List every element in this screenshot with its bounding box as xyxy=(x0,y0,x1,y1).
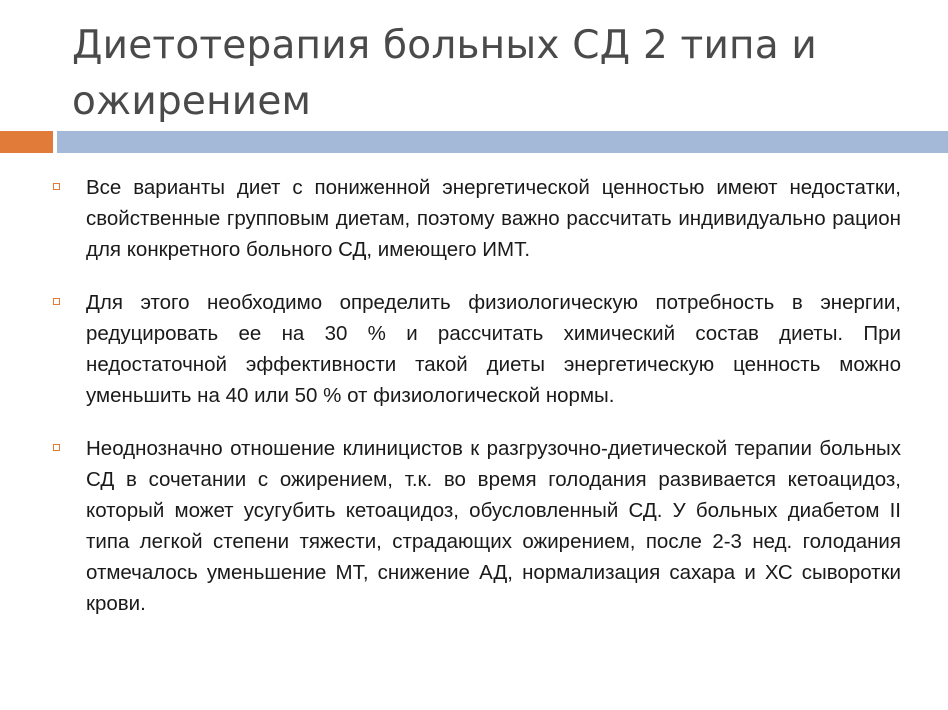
bullet-list xyxy=(0,172,948,641)
title-divider-bar xyxy=(57,131,948,153)
bullet-text: Все варианты диет с пониженной энергетической ценностью имеют недостатки, свойственные групповым диетам, поэтому важно рассчитать индивидуально рацион для конкретного больного СД, имеющего ИМТ. xyxy=(86,176,901,261)
bullet-item xyxy=(0,172,948,265)
bullet-item xyxy=(0,287,948,411)
square-outline-icon xyxy=(53,298,60,305)
square-outline-icon xyxy=(53,444,60,451)
slide-title: Диетотерапия больных СД 2 типа и ожирением xyxy=(72,23,817,124)
bullet-text: Для этого необходимо определить физиологическую потребность в энергии, редуцировать ее на 30 % и рассчитать химический состав диеты. При недостаточной эффективности такой диеты энергетическую ценность можно уменьшить на 40 или 50 % от физиологической нормы. xyxy=(86,291,901,407)
bullet-text: Неоднозначно отношение клиницистов к разгрузочно-диетической терапии больных СД в сочетании с ожирением, т.к. во время голодания развивается кетоацидоз, который может усугубить кетоацидоз, обусловленный СД. У больных диабетом II типа легкой степени тяжести, страдающих ожирением, после 2-3 нед. голодания отмечалось уменьшение МТ, снижение АД, нормализация сахара и ХС сыворотки крови. xyxy=(86,437,901,615)
bullet-item xyxy=(0,433,948,619)
title-accent-bar xyxy=(0,131,53,153)
square-outline-icon xyxy=(53,183,60,190)
